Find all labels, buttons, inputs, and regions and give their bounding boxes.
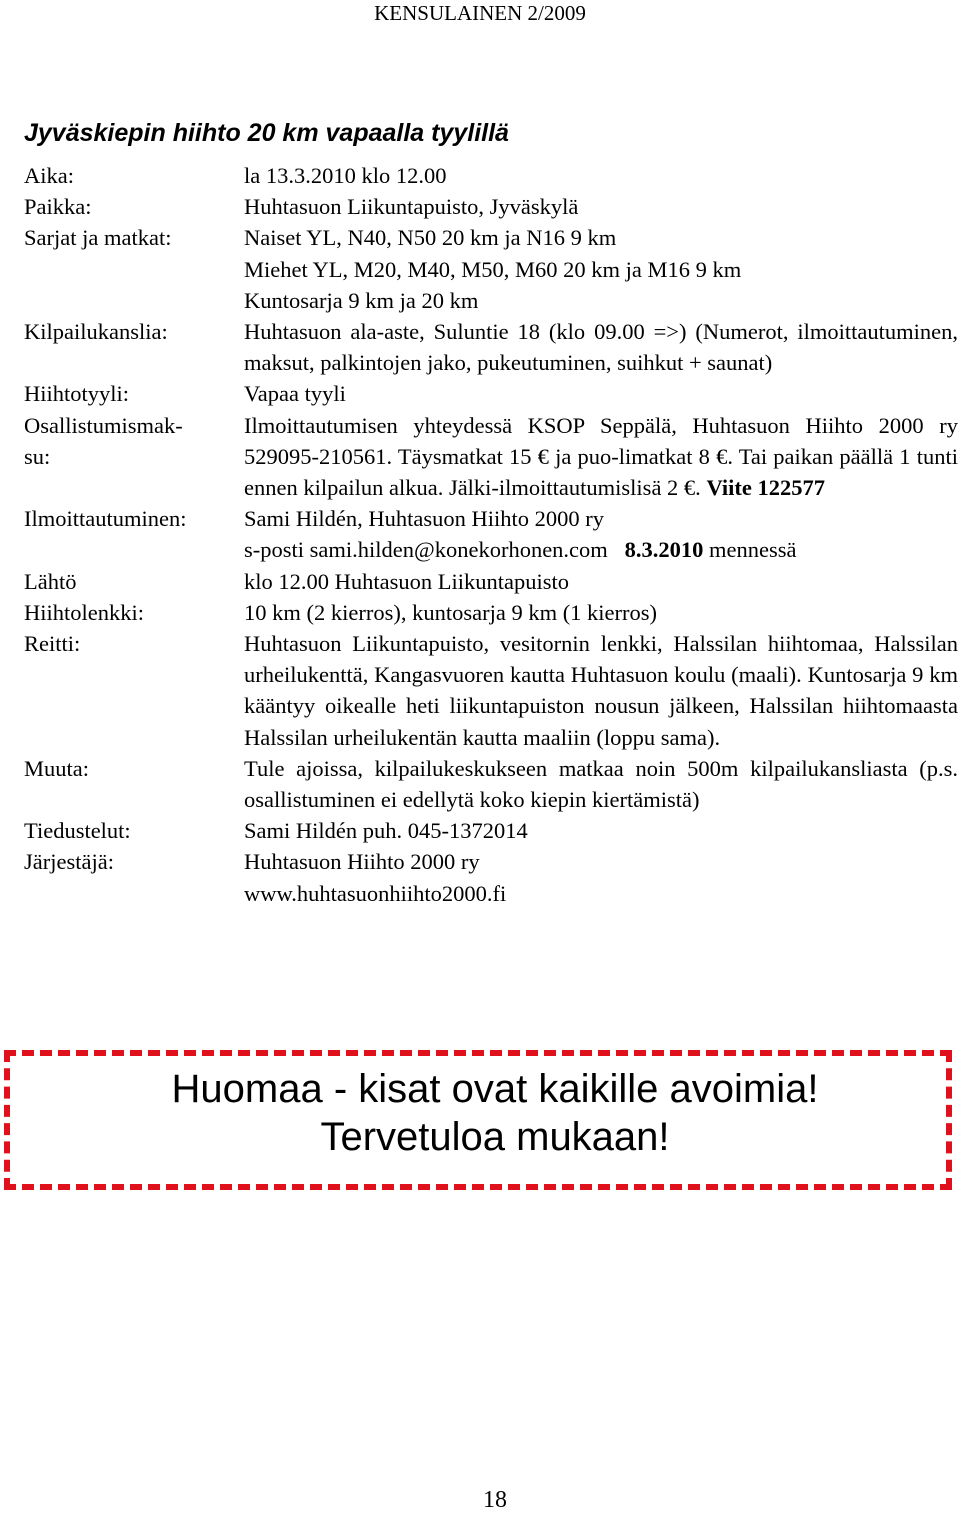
value-reitti: Huhtasuon Liikuntapuisto, vesitornin lenkki, Halssilan hiihtomaa, Halssilan urheilukenttä, Kangasvuoren kautta Huhtasuon koulu (maali). Kuntosarja 9 km kääntyy oikealle heti liikuntapuiston nousun jälkeen, Halssilan hiihtomaasta Halssilan urheilukentän kautta maaliin (loppu sama).	[244, 631, 958, 750]
label-reitti: Reitti:	[24, 631, 81, 657]
notice-line-2: Tervetuloa mukaan!	[320, 1115, 670, 1159]
row-tiedustelut	[24, 815, 958, 846]
value-aika: la 13.3.2010 klo 12.00	[244, 163, 447, 188]
row-sarjat	[24, 222, 958, 316]
page-title: Jyväskiepin hiihto 20 km vapaalla tyylillä	[24, 119, 509, 147]
row-ilmoittautuminen	[24, 503, 958, 565]
reference-number: Viite 122577	[706, 475, 825, 501]
label-paikka: Paikka:	[24, 194, 92, 220]
value-paikka: Huhtasuon Liikuntapuisto, Jyväskylä	[244, 194, 579, 220]
row-osallistumismaksu	[24, 410, 958, 504]
value-lahto: klo 12.00 Huhtasuon Liikuntapuisto	[244, 568, 569, 594]
label-aika: Aika:	[24, 163, 74, 188]
notice-text	[0, 1065, 960, 1161]
value-hiihtolenkki: 10 km (2 kierros), kuntosarja 9 km (1 kierros)	[244, 599, 658, 625]
website-link[interactable]: www.huhtasuonhiihto2000.fi	[244, 880, 507, 906]
label-sarjat: Sarjat ja matkat:	[24, 225, 172, 251]
label-kanslia: Kilpailukanslia:	[24, 319, 168, 345]
value-muuta: Tule ajoissa, kilpailukeskukseen matkaa noin 500m kilpailukansliasta (p.s. osallistuminen ei edellytä koko kiepin kiertämistä)	[244, 755, 958, 813]
value-kanslia: Huhtasuon ala-aste, Suluntie 18 (klo 09.00 =>) (Numerot, ilmoittautuminen, maksut, palkintojen jako, pukeutuminen, suihkut + saunat)	[244, 319, 958, 376]
label-tiedustelut: Tiedustelut:	[24, 818, 131, 844]
deadline-date: 8.3.2010	[624, 537, 704, 563]
row-jarjestaja	[24, 846, 958, 908]
notice-line-1: Huomaa - kisat ovat kaikille avoimia!	[171, 1067, 819, 1111]
value-sarjat: Naiset YL, N40, N50 20 km ja N16 9 km Miehet YL, M20, M40, M50, M60 20 km ja M16 9 km Kuntosarja 9 km ja 20 km	[244, 225, 742, 313]
value-hiihtotyyli: Vapaa tyyli	[244, 381, 346, 407]
event-info-table	[24, 160, 958, 909]
row-aika	[24, 160, 958, 191]
label-jarjestaja: Järjestäjä:	[24, 849, 114, 875]
row-hiihtotyyli	[24, 378, 958, 409]
email-link[interactable]: s-posti sami.hilden@konekorhonen.com	[244, 537, 608, 563]
label-ilmoittautuminen: Ilmoittautuminen:	[24, 506, 187, 532]
label-muuta: Muuta:	[24, 755, 89, 781]
value-osallistumismaksu: Ilmoittautumisen yhteydessä KSOP Seppälä, Huhtasuon Hiihto 2000 ry 529095-210561. Täysmatkat 15 € ja puo-limatkat 8 €. Tai paikan päällä 1 tunti ennen kilpailun alkua. Jälki-ilmoittautumislisä 2 €. Viite 122577	[244, 412, 958, 501]
value-tiedustelut: Sami Hildén puh. 045-1372014	[244, 818, 528, 844]
page-number: 18	[483, 1487, 507, 1513]
label-hiihtotyyli: Hiihtotyyli:	[24, 381, 130, 407]
row-hiihtolenkki	[24, 597, 958, 628]
row-muuta	[24, 753, 958, 815]
row-lahto	[24, 566, 958, 597]
row-reitti	[24, 628, 958, 753]
value-jarjestaja: Huhtasuon Hiihto 2000 ry www.huhtasuonhiihto2000.fi	[244, 846, 958, 908]
page-header: KENSULAINEN 2/2009	[374, 1, 586, 25]
row-paikka	[24, 191, 958, 222]
value-ilmoittautuminen: Sami Hildén, Huhtasuon Hiihto 2000 ry s-posti sami.hilden@konekorhonen.com 8.3.2010 mennessä	[244, 506, 797, 563]
label-hiihtolenkki: Hiihtolenkki:	[24, 599, 144, 625]
label-lahto: Lähtö	[24, 568, 77, 594]
row-kanslia	[24, 316, 958, 378]
label-osallistumismaksu: Osallistumismak- su:	[24, 412, 183, 469]
